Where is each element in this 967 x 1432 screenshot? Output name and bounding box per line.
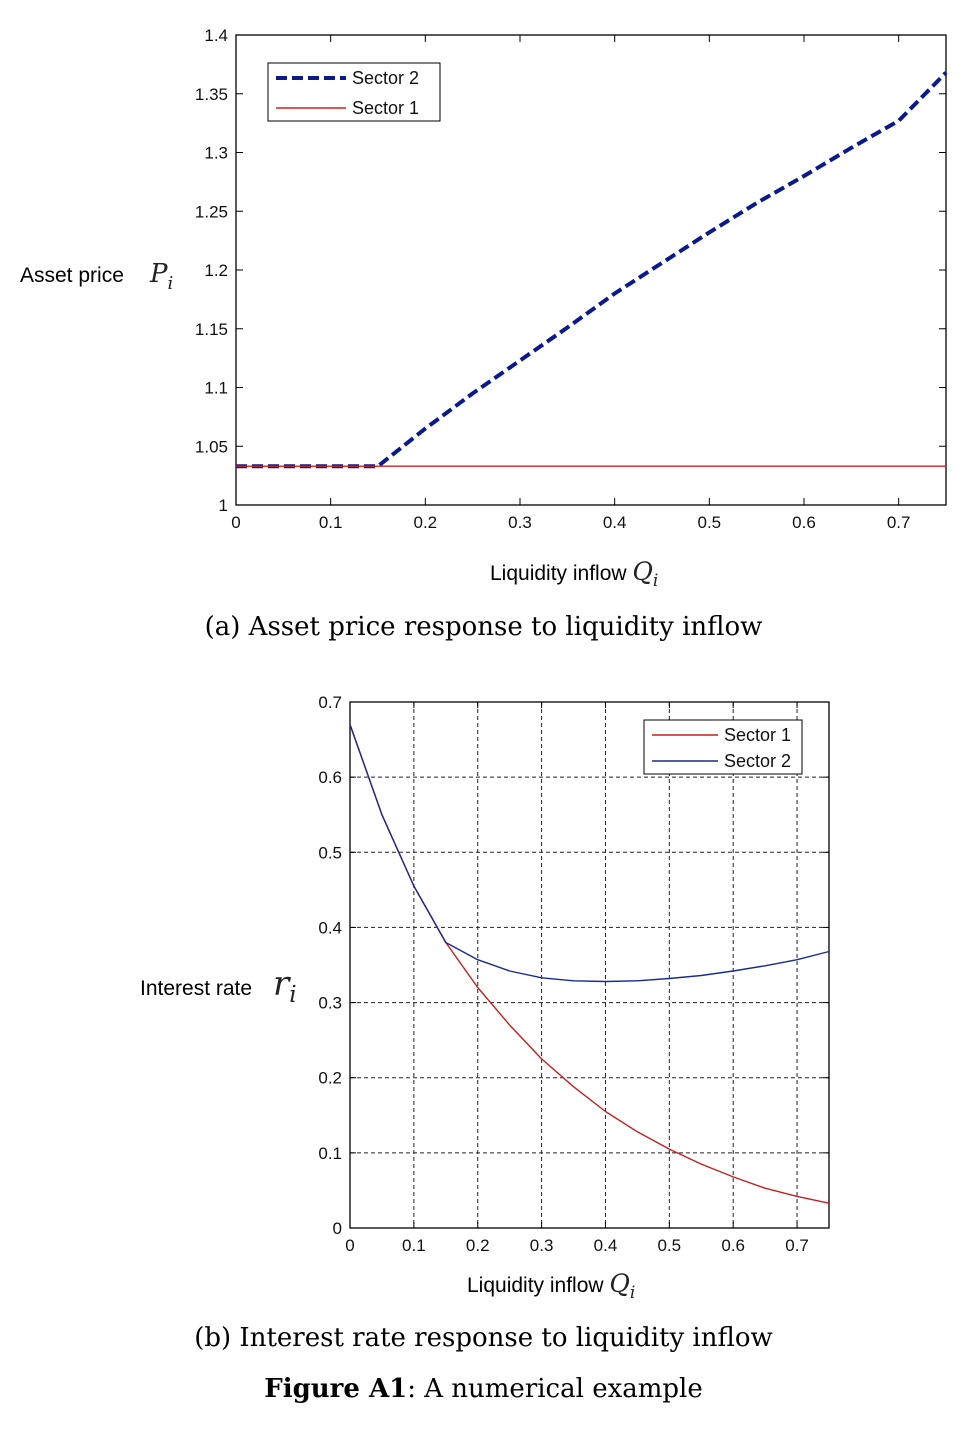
y-tick-label: 1.3 xyxy=(204,143,228,163)
legend xyxy=(644,720,802,774)
x-axis-symbol: Q xyxy=(632,557,653,586)
y-axis-label: Asset price xyxy=(20,264,124,287)
legend-label: Sector 1 xyxy=(724,725,792,745)
figure-title xyxy=(0,1374,967,1404)
y-tick-label: 1.25 xyxy=(194,202,228,222)
x-tick-label: 0.7 xyxy=(886,513,911,532)
y-tick-label: 0.2 xyxy=(318,1068,342,1088)
y-axis-symbol-sub: i xyxy=(289,982,297,1008)
y-axis-label: Interest rate xyxy=(140,977,253,1000)
figure-title-text: : A numerical example xyxy=(407,1374,703,1404)
x-tick-label: 0.3 xyxy=(508,513,532,532)
y-tick-label: 1.1 xyxy=(204,378,228,398)
series-line-sector-1 xyxy=(350,725,829,1204)
y-tick-label: 0 xyxy=(332,1219,342,1238)
x-axis-label xyxy=(490,557,658,591)
caption-b: (b) Interest rate response to liquidity inflow xyxy=(194,1323,773,1353)
caption-a: (a) Asset price response to liquidity inflow xyxy=(204,612,763,642)
legend-label: Sector 2 xyxy=(352,68,420,88)
legend-label: Sector 1 xyxy=(352,98,420,118)
y-tick-label: 1 xyxy=(218,496,228,515)
y-tick-label: 0.6 xyxy=(318,768,342,788)
x-tick-label: 0.3 xyxy=(529,1236,554,1255)
y-tick-label: 0.3 xyxy=(318,993,342,1013)
figure-title-label: Figure A1 xyxy=(264,1374,408,1404)
x-tick-label: 0.5 xyxy=(657,1236,682,1255)
grid-lines xyxy=(350,702,829,1228)
chart-a xyxy=(20,26,946,591)
x-tick-label: 0.5 xyxy=(697,513,722,532)
y-tick-label: 1.35 xyxy=(194,84,228,104)
series-line-sector-2 xyxy=(236,73,946,467)
x-tick-label: 0 xyxy=(345,1236,355,1255)
y-tick-label: 1.2 xyxy=(204,261,228,280)
x-tick-label: 0.7 xyxy=(785,1236,809,1255)
x-tick-label: 0 xyxy=(231,513,241,532)
x-axis-symbol-sub: i xyxy=(652,571,659,591)
y-tick-label: 0.5 xyxy=(318,843,342,863)
y-tick-label: 1.15 xyxy=(194,319,228,339)
y-tick-label: 1.4 xyxy=(204,26,228,45)
chart-b xyxy=(140,693,829,1303)
y-axis-symbol xyxy=(149,259,173,294)
x-tick-label: 0.2 xyxy=(465,1236,490,1255)
x-tick-label: 0.6 xyxy=(721,1236,746,1255)
y-axis-symbol xyxy=(273,964,297,1008)
y-tick-label: 0.4 xyxy=(318,918,342,938)
x-axis-label xyxy=(467,1269,635,1303)
plot-area-frame xyxy=(350,702,829,1228)
x-axis-label-text: Liquidity inflow xyxy=(467,1274,610,1297)
legend xyxy=(268,63,440,121)
y-axis-symbol-main: r xyxy=(273,964,290,1004)
y-tick-label: 0.7 xyxy=(318,693,342,712)
x-tick-label: 0.6 xyxy=(792,513,816,532)
x-tick-label: 0.4 xyxy=(602,513,627,532)
x-tick-label: 0.1 xyxy=(318,513,343,532)
x-tick-label: 0.4 xyxy=(593,1236,618,1255)
x-tick-label: 0.2 xyxy=(413,513,438,532)
y-axis-symbol-sub: i xyxy=(167,273,174,294)
y-tick-label: 1.05 xyxy=(194,437,228,457)
x-axis-symbol: Q xyxy=(609,1269,630,1298)
x-tick-label: 0.1 xyxy=(402,1236,426,1255)
y-tick-label: 0.1 xyxy=(318,1143,342,1163)
legend-label: Sector 2 xyxy=(724,751,792,771)
y-axis-symbol-main: P xyxy=(150,259,168,289)
x-axis-symbol-sub: i xyxy=(629,1283,636,1303)
x-axis-label-text: Liquidity inflow xyxy=(490,562,633,585)
